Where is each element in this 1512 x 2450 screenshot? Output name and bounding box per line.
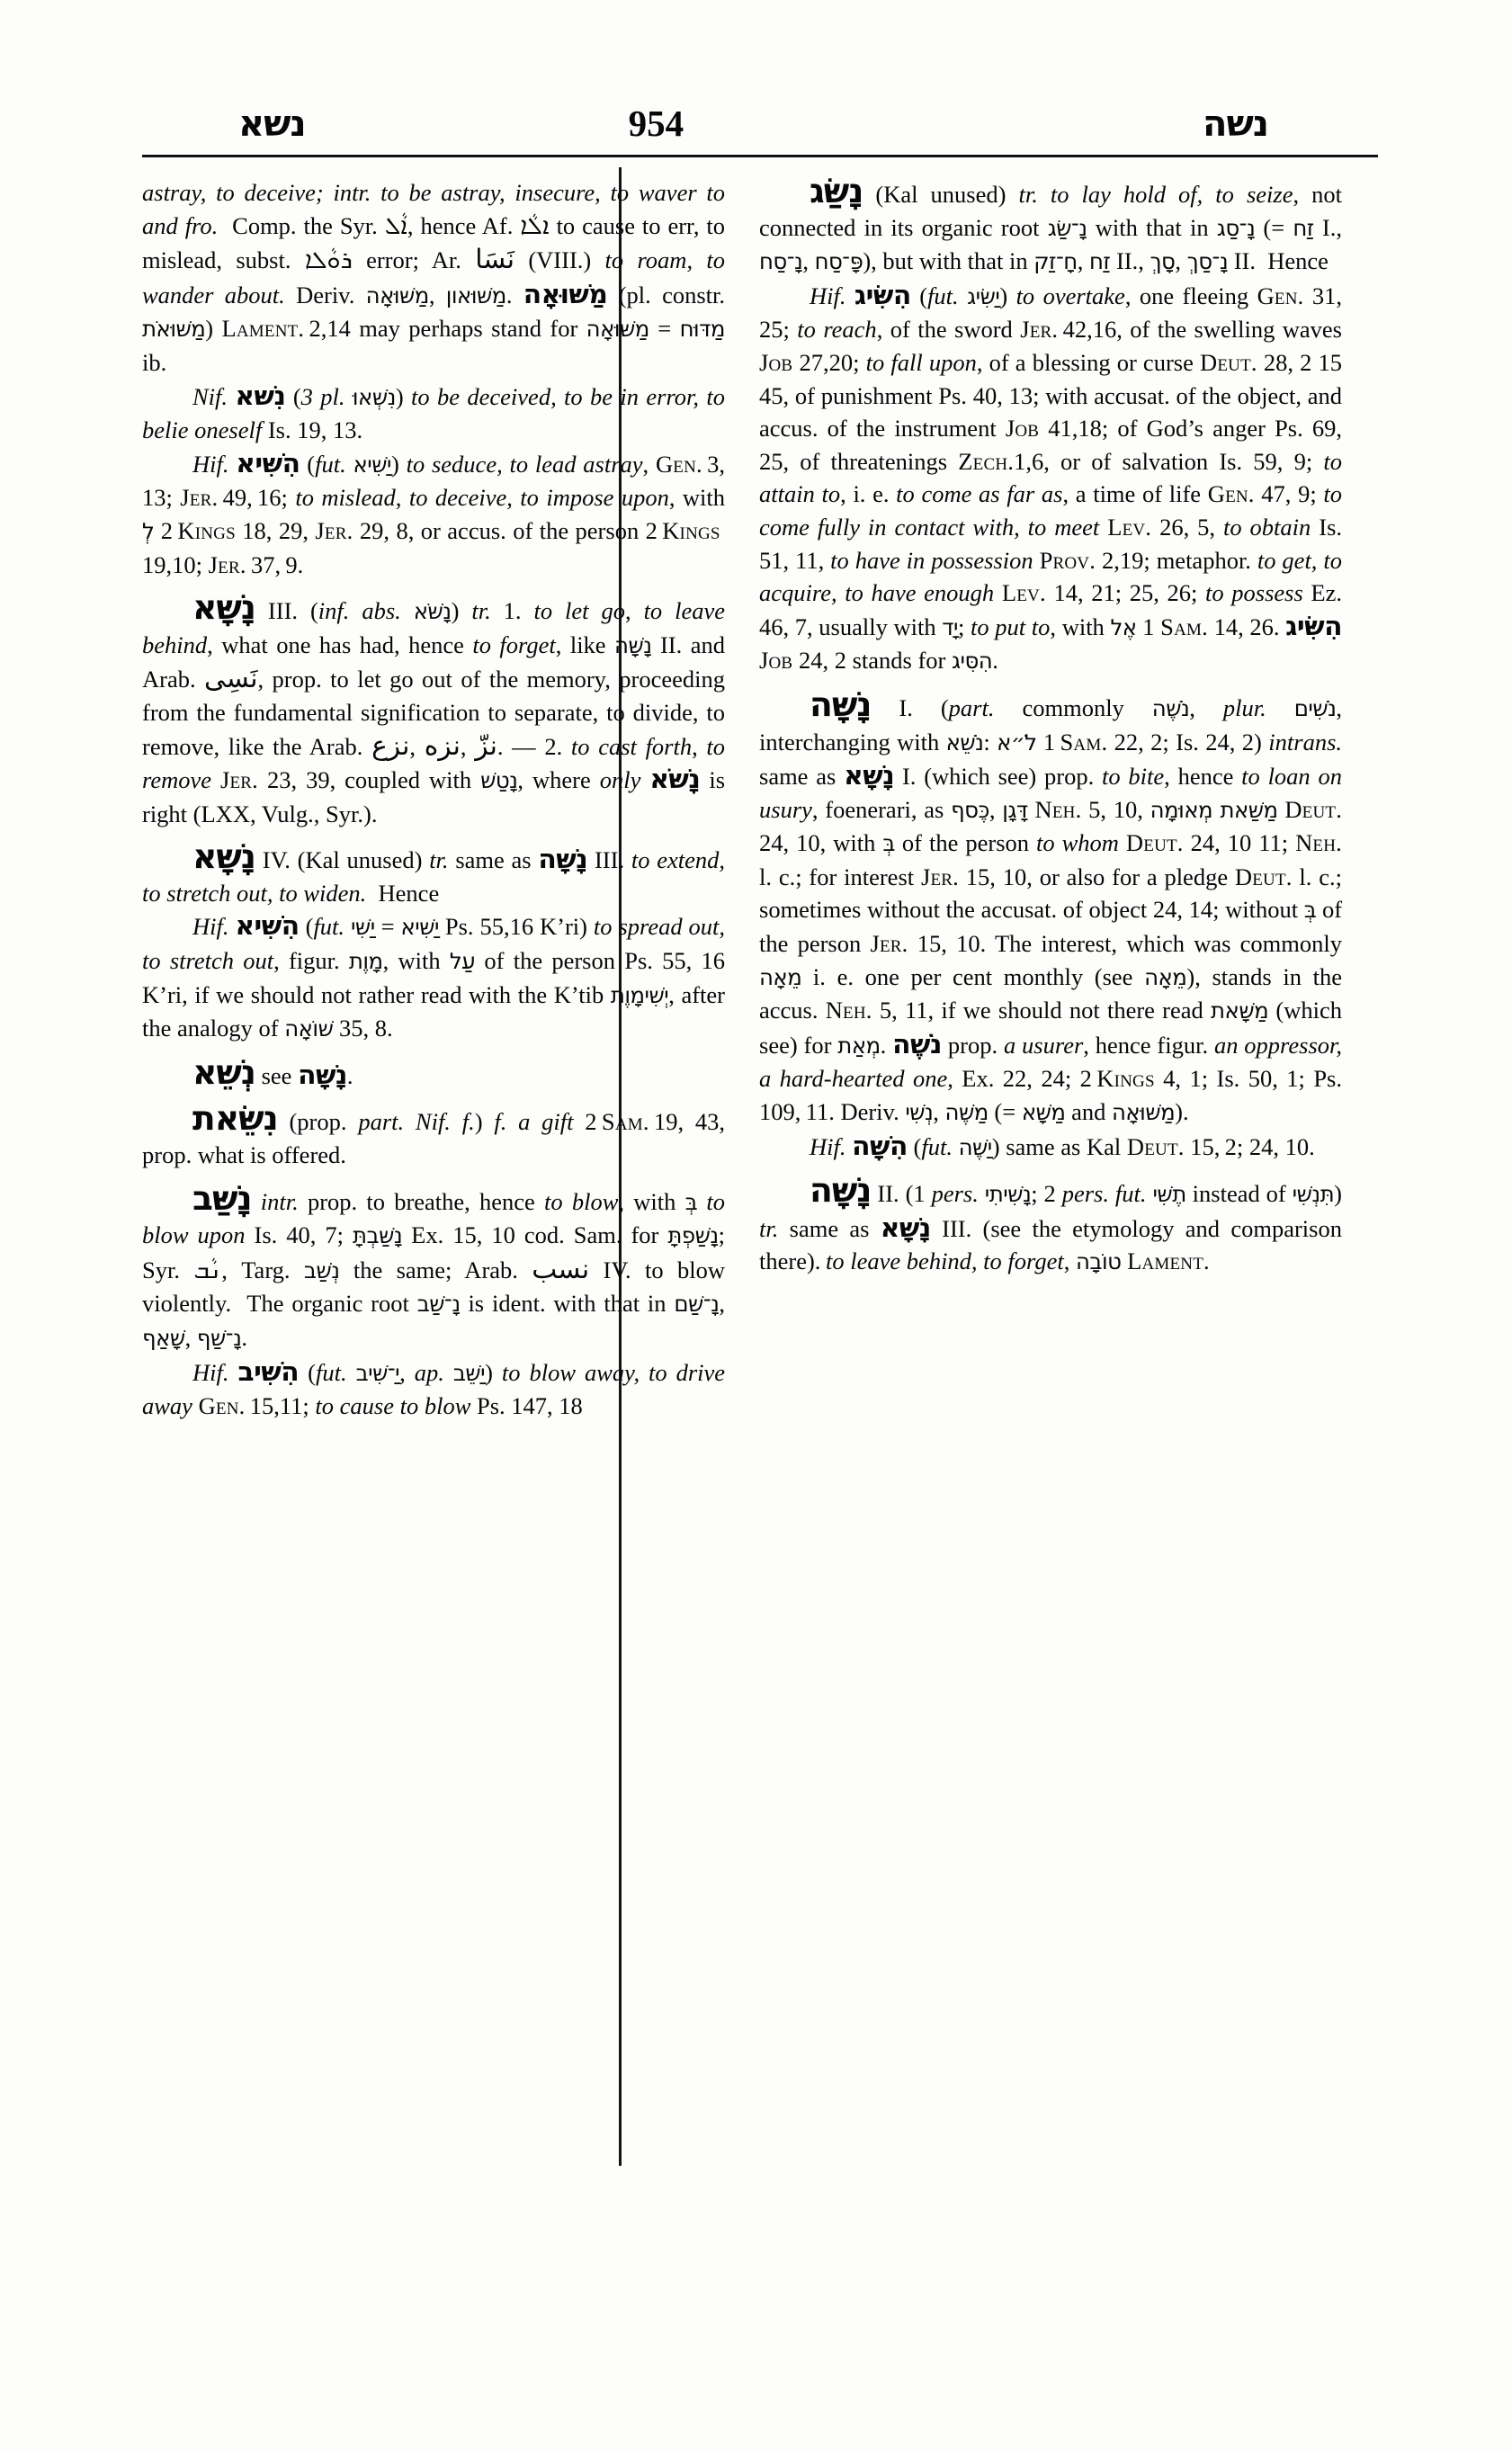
- right-column: [738, 171, 1343, 1423]
- entry-hif-hishiv: Hif. הִשִּׁיב (fut. יַ־שִּׁיב, ap. יַשֵּׁב) to blow away, to drive away Gen. 15,11; to cause to blow Ps. 147, 18: [142, 1355, 726, 1420]
- two-column-body: [142, 171, 1378, 1423]
- entry-nasha-iii: נָשָּׁא III. (inf. abs. נָשֹּׁא) tr. 1. to let go, to leave behind, what one has had, hence to forget, like נָשָּׁה II. and Arab. نَسِى, prop. to let go out of the memory, proceeding from the fundamental signification to separate, to divide, to remove, like the Arab. نزع, نزه, نزّ. — 2. to cast forth, to remove Jer. 23, 39, coupled with נָטַשׁ, where only נָשֹּׁא is right (LXX, Vulg., Syr.).: [142, 587, 726, 827]
- entry-nasag: נָשַּׂג (Kal unused) tr. to lay hold of, to seize, not connected in its organic root נָ־שַׂג with that in נָ־סַג (= זַח I., נָ־סַח, פָּ־סַח), but with that in חָ־זַק, זַח II., סָךְ, נָ־סַךְ II. Hence: [759, 171, 1342, 275]
- entry-nasha-ii: נָשָּׁה II. (1 pers. נָשִׁיתִי; 2 pers. fut. תֶשִּׁי instead of תִּנְשִׁי) tr. same as נָשָּׁא III. (see the etymology and comparison there). to leave behind, to forget, טוֹבָה Lament.: [759, 1170, 1342, 1275]
- entry-nif-nasha: Nif. נִשּׁא (3 pl. נִשְּׁאוּ) to be deceived, to be in error, to belie oneself Is. 19, 13.: [142, 379, 726, 444]
- entry-nisset: נִשֵּׂאת (prop. part. Nif. f.) f. a gift 2 Sam. 19, 43, prop. what is offered.: [142, 1098, 726, 1169]
- running-head-right-lemma: נשה: [1203, 103, 1268, 145]
- running-head-left-lemma: נשא: [238, 103, 306, 145]
- running-head: [144, 86, 1376, 145]
- entry-nesho-crossref: נְשֵּׁא see נָשָּׁה.: [192, 1051, 353, 1092]
- entry-continuation-nasha-i: astray, to deceive; intr. to be astray, insecure, to waver to and fro. Comp. the Syr. ܐܵܠ, hence Af. ܐܠܵܐ to cause to err, to mislead, subst. ܪܘܵܠܐ error; Ar. نَسَا (VIII.) to roam, to wander about. Deriv. מַשּׁוּאָה, מַשּׁוּאון. מַשּׁוּאָה (pl. constr. מַשּׁוּאֹת) Lament. 2,14 may perhaps stand for מַשּׁוּאָה = מַדּוּח ib.: [142, 179, 725, 376]
- entry-nashav: נָשַּׁב intr. prop. to breathe, hence to blow, with בְּ to blow upon Is. 40, 7; נָשַּׁבְתָּ Ex. 15, 10 cod. Sam. for נָשַׁפְתָּ; Syr. ܢܵܒ, Targ. נְשַׁב the same; Arab. نسب IV. to blow violently. The organic root נָ־שַׁב is ident. with that in נָ־שַׁם, שָׁאַף, נָ־שַׁף.: [142, 1177, 726, 1351]
- entry-hif-hishi: Hif. הִשִּׁיא (fut. יַשִּׁיא) to seduce, to lead astray, Gen. 3, 13; Jer. 49, 16; to mislead, to deceive, to impose upon, with לְ 2 Kings 18, 29, Jer. 29, 8, or accus. of the person 2 Kings 19,10; Jer. 37, 9.: [142, 446, 726, 578]
- entry-hif-hisha: Hif. הִשָּׁה (fut. יַשֶּׁה) same as Kal Deut. 15, 2; 24, 10.: [810, 1129, 1315, 1161]
- page-number: 954: [628, 103, 684, 144]
- entry-hif-hishi-2: Hif. הִשִּׁיא (fut. יַשִּׁי = יַשִּׁיא Ps. 55,16 K’ri) to spread out, to stretch out, figur. מָוֶת, with עַל of the person Ps. 55, 16 K’ri, if we should not rather read with the K’tib יְשִׁימָוֶת, after the analogy of שׁוֹאָה 35, 8.: [142, 909, 726, 1042]
- entry-nasha-i: נָשָּׁה I. (part. commonly נֹשֶׁה, plur. נֹשִׁים, interchanging with נֹשֵׁא: לֹ״א 1 Sam. 22, 2; Is. 24, 2) intrans. same as נָשָּׁא I. (which see) prop. to bite, hence to loan on usury, foenerari, as כֶּסף, דָּגָן Neh. 5, 10, מַשַּׁאת מְאוּמָה Deut. 24, 10, with בְּ of the person to whom Deut. 24, 10 11; Neh. l. c.; for interest Jer. 15, 10, or also for a pledge Deut. l. c.; sometimes without the accusat. of object 24, 14; without בְּ of the person Jer. 15, 10. The interest, which was commonly מֵאָה i. e. one per cent monthly (see מֵאָה), stands in the accus. Neh. 5, 11, if we should not there read מַשָּׁאת (which see) for מְאַת. נֹשֶׁה prop. a usurer, hence figur. an oppressor, a hard-hearted one, Ex. 22, 24; 2 Kings 4, 1; Is. 50, 1; Ps. 109, 11. Deriv. נְשִׁי, מַשֶּׁה (= מַשָּׁא and מַשּׁוּאָה).: [759, 684, 1343, 1126]
- entry-hif-hissig: Hif. הִשִּׂיג (fut. יַשִּׂיג) to overtake, one fleeing Gen. 31, 25; to reach, of the sword Jer. 42,16, of the swelling waves Job 27,20; to fall upon, of a blessing or curse Deut. 28, 2 15 45, of punishment Ps. 40, 13; with accusat. of the object, and accus. of the instrument Job 41,18; of God’s anger Ps. 69, 25, of threatenings Zech.1,6, or of salvation Is. 59, 9; to attain to, i. e. to come as far as, a time of life Gen. 47, 9; to come fully in contact with, to meet Lev. 26, 5, to obtain Is. 51, 11, to have in possession Prov. 2,19; metaphor. to get, to acquire, to have enough Lev. 14, 21; 25, 26; to possess Ez. 46, 7, usually with יָד; to put to, with אֶל 1 Sam. 14, 26. הִשִּׂיג Job 24, 2 stands for הִסִּיג.: [759, 278, 1343, 675]
- left-column: [142, 176, 738, 1423]
- header-rule: [142, 155, 1378, 157]
- entry-nasha-iv: נָשָּׁא IV. (Kal unused) tr. same as נָשָּׁה III. to extend, to stretch out, to widen. Hence: [142, 836, 725, 907]
